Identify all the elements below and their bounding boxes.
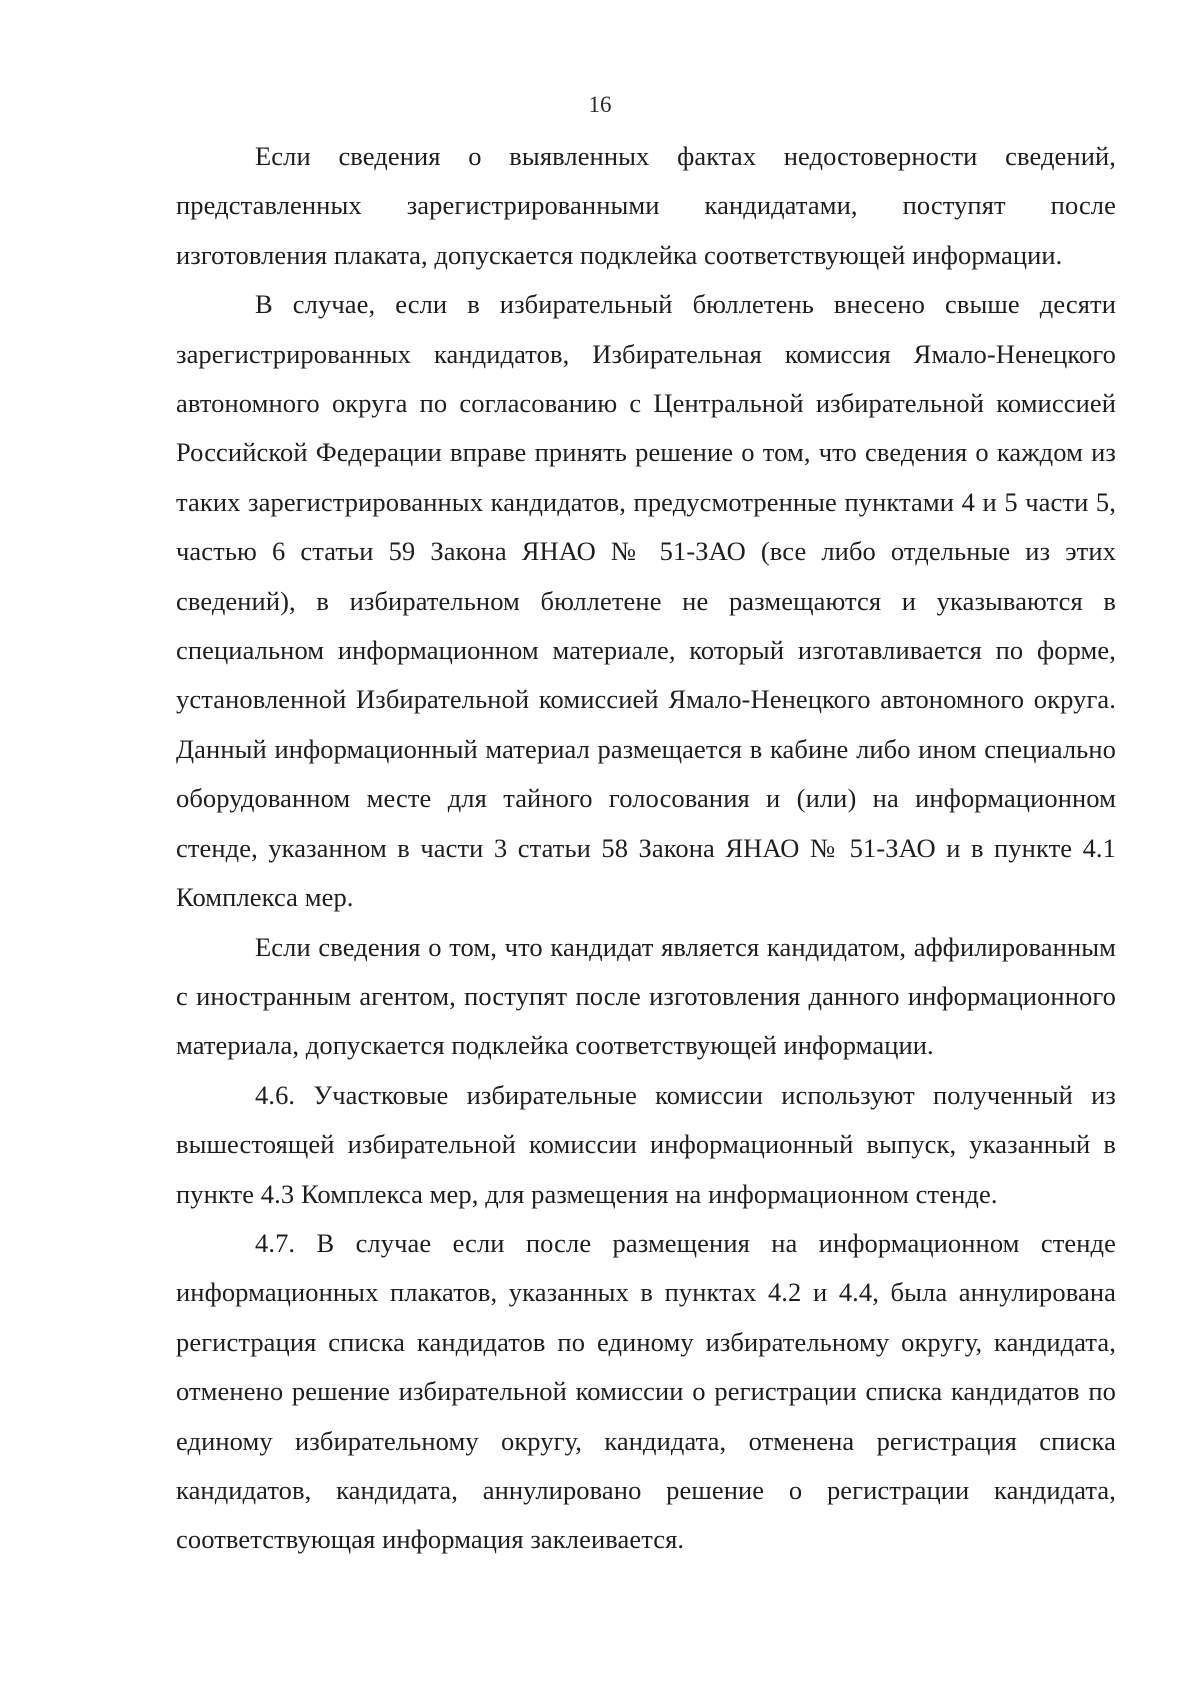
paragraph: Если сведения о выявленных фактах недостоверности сведений, представленных зарегистрированными кандидатами, поступят после изготовления плаката, допускается подклейка соответствующей информации. xyxy=(176,141,1116,270)
page-number: 16 xyxy=(588,92,612,117)
paragraph: 4.7. В случае если после размещения на информационном стенде информационных плакатов, указанных в пунктах 4.2 и 4.4, была аннулирована регистрация списка кандидатов по единому избирательному округу, кандидата, отменено решение избирательной комиссии о регистрации списка кандидатов по единому избирательному округу, кандидата, отменена регистрация списка кандидатов, кандидата, аннулировано решение о регистрации кандидата, соответствующая информация заклеивается. xyxy=(176,1227,1116,1555)
paragraph: Если сведения о том, что кандидат является кандидатом, аффилированным с иностранным агентом, поступят после изготовления данного информационного материала, допускается подклейка соответствующей информации. xyxy=(176,931,1116,1061)
paragraph: В случае, если в избирательный бюллетень внесено свыше десяти зарегистрированных кандидатов, Избирательная комиссия Ямало-Ненецкого автономного округа по согласованию с Центральной избирательной комиссией Российской Федерации вправе принять решение о том, что сведения о каждом из таких зарегистрированных кандидатов, предусмотренные пунктами 4 и 5 части 5, частью 6 статьи 59 Закона ЯНАО № 51-ЗАО (все либо отдельные из этих сведений), в избирательном бюллетене не размещаются и указываются в специальном информационном материале, который изготавливается по форме, установленной Избирательной комиссией Ямало-Ненецкого автономного округа. Данный информационный материал размещается в кабине либо ином специально оборудованном месте для тайного голосования и (или) на информационном стенде, указанном в части 3 статьи 58 Закона ЯНАО № 51-ЗАО и в пункте 4.1 Комплекса мер. xyxy=(176,289,1116,913)
document-body xyxy=(176,132,1116,1565)
paragraph: 4.6. Участковые избирательные комиссии используют полученный из вышестоящей избирательной комиссии информационный выпуск, указанный в пункте 4.3 Комплекса мер, для размещения на информационном стенде. xyxy=(176,1079,1116,1209)
